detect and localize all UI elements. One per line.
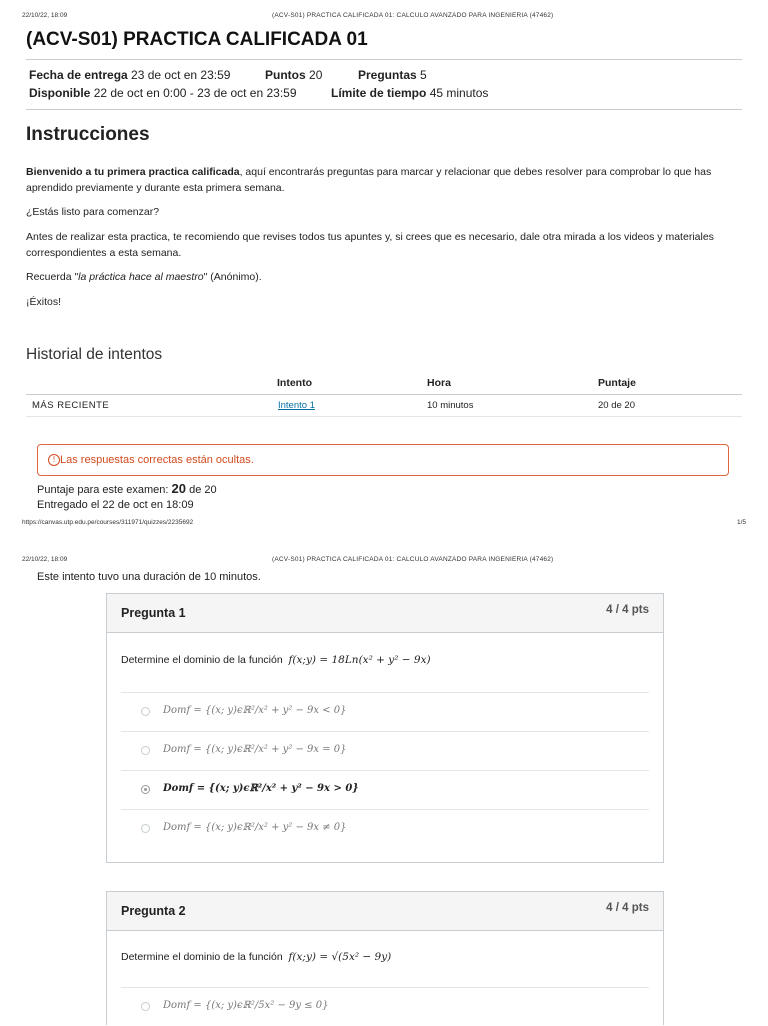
radio-button[interactable] (141, 824, 150, 833)
history-row-score: 20 de 20 (598, 400, 635, 411)
quote-pre: Recuerda " (26, 271, 79, 283)
radio-button[interactable] (141, 746, 150, 755)
score-label: Puntaje para este examen: (37, 484, 169, 496)
divider (26, 109, 742, 110)
question-formula: f(x;y) = 18Ln(x² + y² − 9x) (288, 654, 431, 666)
page-title: (ACV-S01) PRACTICA CALIFICADA 01 (26, 29, 368, 50)
warning-icon: ! (48, 454, 60, 466)
history-row-label: MÁS RECIENTE (32, 400, 110, 411)
question-card (106, 891, 664, 1025)
quote-post: " (Anónimo). (203, 271, 262, 283)
available-meta (29, 86, 297, 100)
print-header (22, 12, 746, 21)
answer-option[interactable] (121, 692, 649, 731)
print-date: 22/10/22, 18:09 (22, 12, 68, 19)
available-value: 22 de oct en 0:00 - 23 de oct en 23:59 (93, 86, 297, 100)
answer-option-text: Domf = {(x; y)ϵℝ²/x² + y² − 9x < 0} (163, 705, 347, 716)
quote-italic: la práctica hace al maestro (78, 271, 204, 283)
print-doc-title: (ACV-S01) PRACTICA CALIFICADA 01: CALCULO AVANZADO PARA INGENIERIA (47462) (272, 12, 554, 19)
due-label: Fecha de entrega (29, 68, 128, 82)
score-total: de 20 (189, 484, 217, 496)
question-header (107, 892, 663, 931)
answer-option[interactable] (121, 731, 649, 770)
question-prompt (121, 654, 431, 666)
instructions-paragraph-1 (26, 164, 742, 196)
history-header-divider (26, 394, 742, 395)
answer-option-text: Domf = {(x; y)ϵℝ²/x² + y² − 9x = 0} (163, 744, 347, 755)
question-title: Pregunta 1 (121, 606, 186, 620)
question-prompt (121, 951, 391, 963)
points-meta (265, 68, 322, 82)
questions-meta (358, 68, 427, 82)
question-prompt-text: Determine el dominio de la función (121, 654, 283, 666)
history-col-attempt: Intento (277, 377, 312, 389)
radio-button[interactable] (141, 707, 150, 716)
answers-hidden-alert (37, 444, 729, 476)
question-prompt-text: Determine el dominio de la función (121, 951, 283, 963)
instructions-paragraph-4 (26, 269, 742, 285)
time-limit-value: 45 minutos (429, 86, 489, 100)
time-limit-meta (331, 86, 488, 100)
question-formula: f(x;y) = √(5x² − 9y) (288, 951, 392, 963)
radio-button-selected[interactable] (141, 785, 150, 794)
submitted-line: Entregado el 22 de oct en 18:09 (37, 499, 194, 511)
history-row-time: 10 minutos (427, 400, 474, 411)
due-value: 23 de oct en 23:59 (131, 68, 231, 82)
points-label: Puntos (265, 68, 306, 82)
history-heading: Historial de intentos (26, 346, 163, 363)
instructions-paragraph-2: ¿Estás listo para comenzar? (26, 206, 160, 218)
print-url: https://canvas.utp.edu.pe/courses/311971/quizzes/2235692 (22, 519, 194, 526)
answer-option-text: Domf = {(x; y)ϵℝ²/x² + y² − 9x > 0} (163, 783, 359, 794)
score-value: 20 (171, 481, 187, 496)
question-points: 4 / 4 pts (606, 604, 649, 616)
instructions-heading: Instrucciones (26, 124, 150, 145)
answer-option[interactable] (121, 987, 649, 1026)
points-value: 20 (309, 68, 323, 82)
attempt-link[interactable]: Intento 1 (278, 400, 315, 411)
time-limit-label: Límite de tiempo (331, 86, 427, 100)
alert-text: Las respuestas correctas están ocultas. (60, 454, 254, 466)
duration-line: Este intento tuvo una duración de 10 minutos. (37, 571, 261, 583)
welcome-rest: , aquí encontrarás preguntas para marcar y relacionar que debes resolver para comprobar lo que has aprendido previamente y durante esta primera semana. (26, 166, 712, 194)
answer-option[interactable] (121, 809, 649, 848)
question-title: Pregunta 2 (121, 904, 186, 918)
questions-value: 5 (420, 68, 427, 82)
instructions-paragraph-3: Antes de realizar esta practica, te recomiendo que revises todos tus apuntes y, si crees que es necesario, dale otra mirada a los videos y materiales correspondientes a esta semana. (26, 231, 714, 259)
quiz-meta-row-1 (29, 68, 230, 82)
available-label: Disponible (29, 86, 91, 100)
history-row-divider (26, 416, 742, 417)
history-col-time: Hora (427, 377, 451, 389)
print-date: 22/10/22, 18:09 (22, 556, 68, 563)
questions-label: Preguntas (358, 68, 417, 82)
print-footer (22, 519, 746, 528)
radio-button[interactable] (141, 1002, 150, 1011)
divider (26, 59, 742, 60)
answer-option-text: Domf = {(x; y)ϵℝ²/5x² − 9y ≤ 0} (163, 1000, 329, 1011)
history-col-score: Puntaje (598, 377, 636, 389)
answer-option-text: Domf = {(x; y)ϵℝ²/x² + y² − 9x ≠ 0} (163, 822, 347, 833)
print-header (22, 556, 746, 565)
score-line (37, 481, 217, 496)
question-points: 4 / 4 pts (606, 902, 649, 914)
instructions-paragraph-5: ¡Éxitos! (26, 296, 62, 308)
print-doc-title: (ACV-S01) PRACTICA CALIFICADA 01: CALCULO AVANZADO PARA INGENIERIA (47462) (272, 556, 554, 563)
answer-option-selected[interactable] (121, 770, 649, 809)
question-header (107, 594, 663, 633)
question-card (106, 593, 664, 863)
welcome-bold: Bienvenido a tu primera practica calificada (26, 166, 240, 178)
print-page: 1/5 (736, 519, 746, 526)
